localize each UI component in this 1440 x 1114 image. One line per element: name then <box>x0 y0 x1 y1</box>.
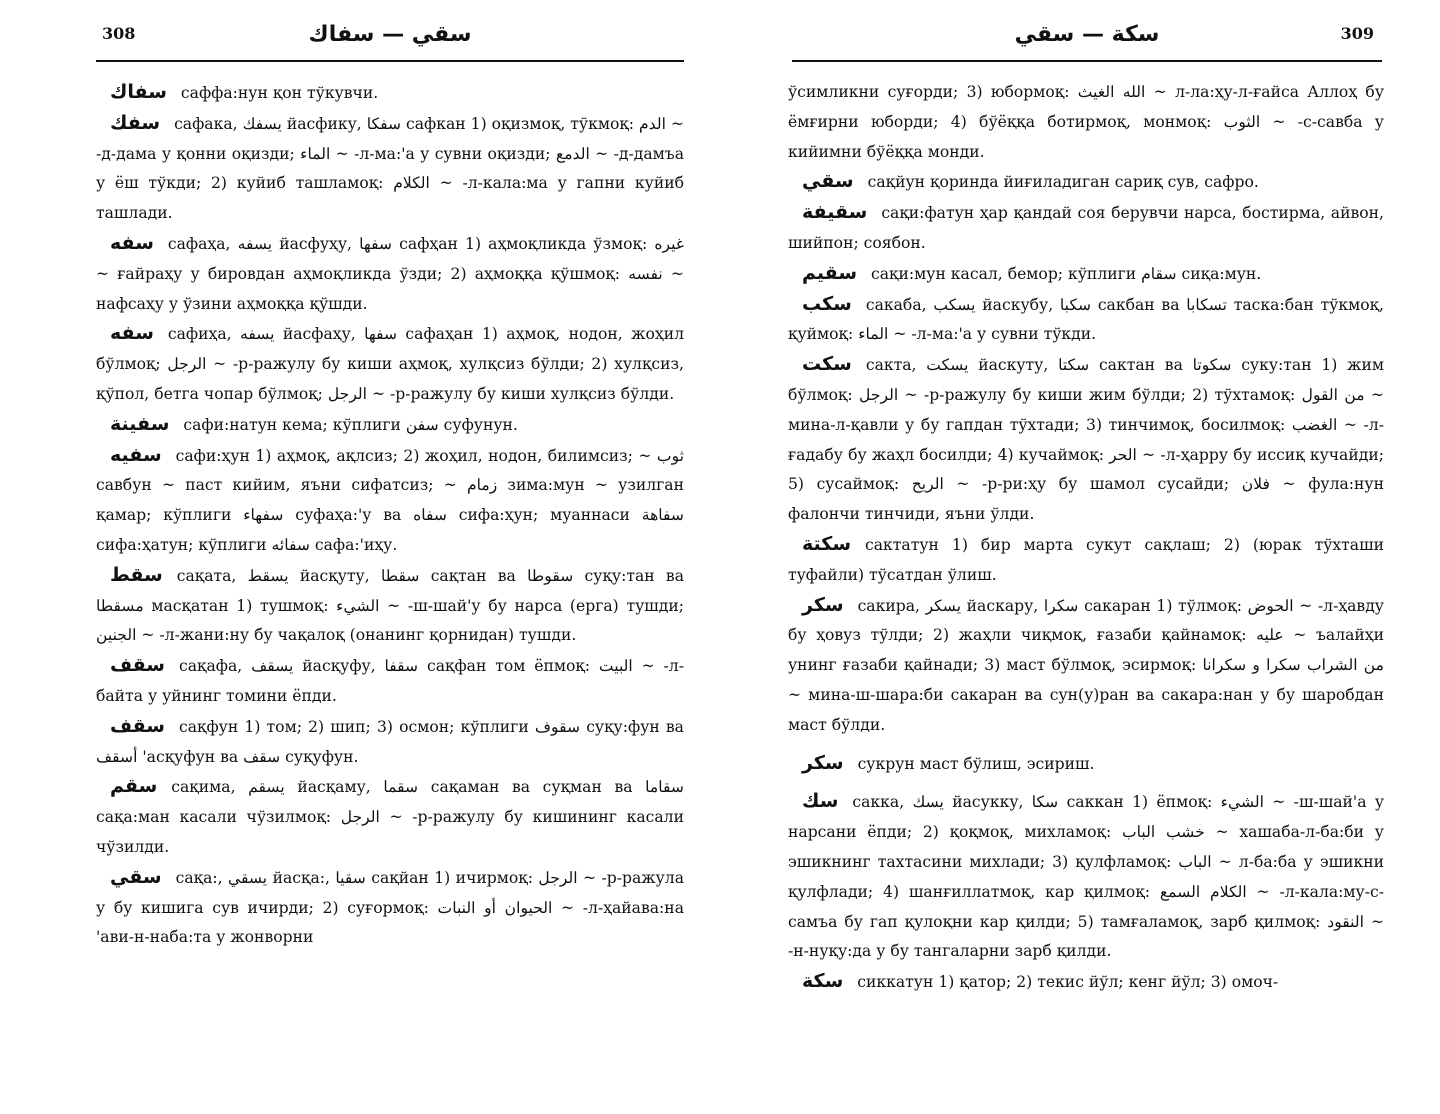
dictionary-entry <box>788 591 1384 741</box>
dictionary-entry <box>788 787 1384 967</box>
entry-text: ўсимликни суғорди; 3) юбормоқ: الله الغيث ~ л-ла:ҳу-л-ғайса Аллоҳ бу ёмғирни юборди; 4) бўёққа ботирмоқ, монмоқ: الثوب ~ -с-савба у кийимни бўёққа монди. <box>788 83 1384 161</box>
entry-headword: سقيفة <box>802 201 868 224</box>
dictionary-entry <box>788 749 1384 780</box>
entry-text: сақа:, يسقي йасқа:, سقيا сақйан 1) ичирмоқ: الرجل ~ -р-ражула у бу кишига сув ичирди; 2) суғормоқ: الحيوان أو النبات ~ -л-ҳайава:на 'ави-н-наба:та у жонворни <box>96 868 684 947</box>
dictionary-entry <box>788 350 1384 530</box>
entry-headword: سقم <box>110 775 158 798</box>
dictionary-entry <box>96 712 684 773</box>
entry-text: сиккатун 1) қатор; 2) текис йўл; кенг йўл; 3) омоч- <box>857 973 1279 992</box>
dictionary-entry <box>96 772 684 862</box>
entry-headword: سفه <box>110 231 154 254</box>
running-head: سكة — سقي <box>1014 22 1160 47</box>
entry-headword: سكر <box>802 593 844 616</box>
dictionary-entry <box>96 319 684 409</box>
dictionary-entry <box>96 441 684 561</box>
running-head: سقي — سفاك <box>308 22 472 47</box>
entry-headword: سفينة <box>110 412 170 435</box>
dictionary-entry <box>788 290 1384 351</box>
entry-headword: سقط <box>110 563 163 586</box>
entry-text: саффа:нун қон тўкувчи. <box>180 84 379 102</box>
page-body <box>788 78 1384 1084</box>
entry-text: сафаҳа, يسفه йасфуҳу, سفها сафҳан 1) аҳмоқликда ўзмоқ: غيره ~ ғайраҳу у бировдан аҳмоқликда ўзди; 2) аҳмоққа қўшмоқ: نفسه ~ нафсаҳу у ўзини аҳмоққа қўшди. <box>96 234 684 313</box>
entry-headword: سك <box>802 790 839 813</box>
entry-text: сакта, يسكت йаскуту, سكتا сактан ва سكوتا суку:тан 1) жим бўлмоқ: الرجل ~ -р-ражулу бу киши жим бўлди; 2) тўхтамоқ: من القول ~ мина-л-қавли у бу гапдан тўхтади; 3) тинчимоқ, босилмоқ: الغضب ~ -л-ғадабу бу жаҳл босилди; 4) кучаймоқ: الحر ~ -л-ҳарру бу иссиқ кучайди; 5) сусаймоқ: الريح ~ -р-ри:ҳу бу шамол сусайди; فلان ~ фула:нун фалончи тинчиди, яъни ўлди. <box>788 356 1384 524</box>
dictionary-entry <box>788 259 1384 290</box>
entry-text: сақи:мун касал, бемор; кўплиги سقام сиқа:мун. <box>871 264 1262 283</box>
page-body <box>96 78 684 1084</box>
entry-headword: سكر <box>802 751 844 774</box>
entry-headword: سفاك <box>110 81 167 103</box>
entry-headword: سفيه <box>110 443 162 466</box>
entry-text: сактатун 1) бир марта сукут сақлаш; 2) (юрак тўхташи туфайли) тўсатдан ўлиш. <box>788 535 1384 584</box>
entry-headword: سكب <box>802 292 852 315</box>
dictionary-entry <box>788 967 1384 998</box>
dictionary-entry <box>788 78 1384 167</box>
dictionary-entry <box>96 410 684 441</box>
entry-headword: سكتة <box>802 532 852 555</box>
dictionary-entry <box>96 78 684 109</box>
entry-text: сакка, يسك йасукку, سكا саккан 1) ёпмоқ: الشيء ~ -ш-шай'а у нарсани ёпди; 2) қоқмоқ, михламоқ: خشب الباب ~ хашаба-л-ба:би у эшикнинг тахтасини михлади; 3) қулфламоқ: الباب ~ л-ба:ба у эшикни қулфлади; 4) шанғиллатмоқ, кар қилмоқ: الكلام السمع ~ -л-кала:му-с-самъа бу гап қулоқни кар қилди; 5) тамғаламоқ, зарб қилмоқ: النقود ~ -н-нуқу:да у бу тангаларни зарб қилди. <box>788 793 1384 961</box>
entry-text: сафи:натун кема; кўплиги سفن суфунун. <box>183 415 518 434</box>
dictionary-entry <box>96 651 684 712</box>
dictionary-entry <box>96 561 684 651</box>
page-number: 308 <box>102 24 136 43</box>
right-page <box>740 0 1440 1114</box>
entry-headword: سقف <box>110 654 165 677</box>
entry-headword: سقي <box>802 170 854 193</box>
entry-headword: سفك <box>110 111 161 134</box>
entry-text: сукрун маст бўлиш, эсириш. <box>857 754 1095 773</box>
entry-headword: سقي <box>110 865 162 888</box>
dictionary-entry <box>788 167 1384 198</box>
entry-headword: سكة <box>802 970 844 993</box>
dictionary-entry <box>788 530 1384 591</box>
page-number: 309 <box>1340 24 1374 43</box>
entry-text: сакира, يسكر йаскару, سكرا сакаран 1) тўлмоқ: الحوض ~ -л-ҳавду бу ҳовуз тўлди; 2) жаҳли чиқмоқ, ғазаби қайнамоқ: عليه ~ ъалайҳи унинг ғазаби қайнади; 3) маст бўлмоқ, эсирмоқ: من الشراب سكرا و سكرانا ~ мина-ш-шара:би сакаран ва сун(у)ран ва сакара:нан у бу шаробдан маст бўлди. <box>788 596 1384 734</box>
entry-headword: سفه <box>110 322 154 345</box>
entry-text: сақафа, يسقف йасқуфу, سقفا сақфан том ёпмоқ: البيت ~ -л-байта у уйнинг томини ёпди. <box>96 657 684 705</box>
entry-text: сафи:ҳун 1) аҳмоқ, ақлсиз; 2) жоҳил, нодон, билимсиз; ~ ثوب савбун ~ паст кийим, яъни сифатсиз; ~ زمام зима:мун ~ узилган қамар; кўплиги سفهاء суфаҳа:'у ва سفاه сифа:ҳун; муаннаси سفاهة сифа:ҳатун; кўплиги سفائه сафа:'иҳу. <box>96 446 684 554</box>
entry-headword: سكت <box>802 353 852 376</box>
page-header <box>96 22 684 62</box>
entry-text: сақфун 1) том; 2) шип; 3) осмон; кўплиги سقوف суқу:фун ва أسقف 'асқуфун ва سقف суқуфун. <box>96 717 684 766</box>
dictionary-entry <box>96 109 684 229</box>
dictionary-entry <box>96 863 684 953</box>
dictionary-entry <box>96 229 684 319</box>
entry-text: сафиҳа, يسفه йасфаҳу, سفها сафаҳан 1) аҳмоқ, нодон, жоҳил бўлмоқ; الرجل ~ -р-ражулу бу киши аҳмоқ, хулқсиз бўлди; 2) хулқсиз, қўпол, бетга чопар бўлмоқ; الرجل ~ -р-ражулу бу киши хулқсиз бўлди. <box>96 325 684 403</box>
dictionary-entry <box>788 198 1384 259</box>
entry-text: сафака, يسفك йасфику, سفكا сафкан 1) оқизмоқ, тўкмоқ: الدم ~ -д-дама у қонни оқизди; الماء ~ -л-ма:'а у сувни оқизди; الدمع ~ -д-дамъа у ёш тўкди; 2) куйиб ташламоқ: الكلام ~ -л-кала:ма у гапни куйиб ташлади. <box>96 114 684 223</box>
entry-text: сақи:фатун ҳар қандай соя берувчи нарса, бостирма, айвон, шийпон; соябон. <box>788 204 1384 252</box>
entry-text: сақима, يسقم йасқаму, سقما сақаман ва суқман ва سقاما сақа:ман касали чўзилмоқ: الرجل ~ -р-ражулу бу кишининг касали чўзилди. <box>96 778 684 856</box>
entry-text: сакаба, يسكب йаскубу, سكبا сакбан ва تسكابا таска:бан тўкмоқ, қуймоқ: الماء ~ -л-ма:'а у сувни тўкди. <box>788 295 1384 344</box>
entry-text: сақйун қоринда йиғиладиган сариқ сув, сафро. <box>867 173 1259 192</box>
left-page <box>0 0 712 1114</box>
entry-text: сақата, يسقط йасқуту, سقطا сақтан ва سقوطا суқу:тан ва مسقطا масқатан 1) тушмоқ: الشيء ~ -ш-шай'у бу нарса (ерга) тушди; الجنين ~ -л-жани:ну бу чақалоқ (онанинг қорнидан) тушди. <box>96 566 684 645</box>
entry-headword: سقيم <box>802 261 858 284</box>
entry-headword: سقف <box>110 714 165 737</box>
page-header <box>792 22 1382 62</box>
